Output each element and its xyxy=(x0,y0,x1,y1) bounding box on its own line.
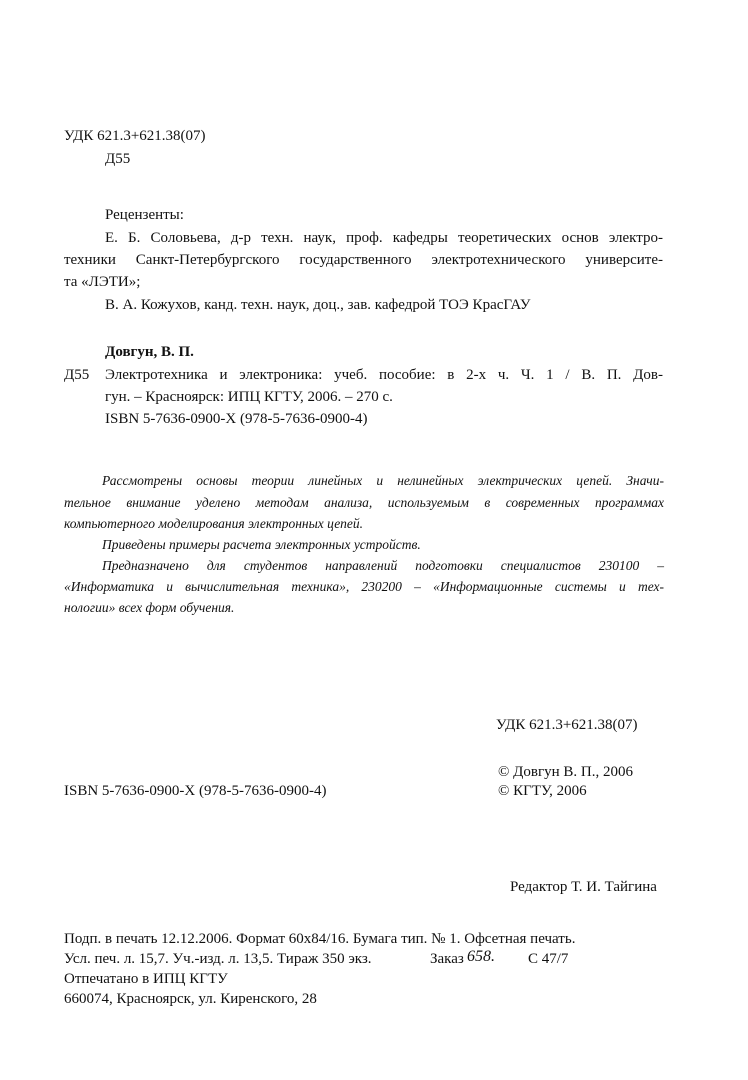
editor-line: Редактор Т. И. Тайгина xyxy=(510,879,657,895)
biblio-title-line-2: гун. – Красноярск: ИПЦ КГТУ, 2006. – 270 с. xyxy=(105,389,393,405)
order-label: Заказ xyxy=(430,951,464,967)
udk-code: УДК 621.3+621.38(07) xyxy=(64,128,206,144)
reviewer-1-line-1: Е. Б. Соловьева, д-р техн. наук, проф. кафедры теоретических основ электро- xyxy=(105,230,663,246)
imprint-line-4: 660074, Красноярск, ул. Киренского, 28 xyxy=(64,991,317,1007)
reviewer-2: В. А. Кожухов, канд. техн. наук, доц., зав. кафедрой ТОЭ КрасГАУ xyxy=(105,297,531,313)
footer-isbn: ISBN 5-7636-0900-X (978-5-7636-0900-4) xyxy=(64,783,327,799)
author-name: Довгун, В. П. xyxy=(105,344,194,360)
abstract-line-2: тельное внимание уделено методам анализа, используемым в современных программах xyxy=(64,495,664,510)
biblio-code: Д55 xyxy=(64,367,90,383)
biblio-title-line-1: Электротехника и электроника: учеб. пособие: в 2-х ч. Ч. 1 / В. П. Дов- xyxy=(105,367,663,383)
copyright-author: © Довгун В. П., 2006 xyxy=(498,764,633,780)
imprint-line-3: Отпечатано в ИПЦ КГТУ xyxy=(64,971,228,987)
abstract-line-1: Рассмотрены основы теории линейных и нелинейных электрических цепей. Значи- xyxy=(102,473,664,488)
abstract-line-5: Предназначено для студентов направлений подготовки специалистов 230100 – xyxy=(102,558,664,573)
imprint-line-2: Усл. печ. л. 15,7. Уч.-изд. л. 13,5. Тираж 350 экз. xyxy=(64,951,372,967)
abstract-line-4: Приведены примеры расчета электронных устройств. xyxy=(102,537,421,552)
abstract-line-7: нологии» всех форм обучения. xyxy=(64,600,235,615)
imprint-line-1: Подп. в печать 12.12.2006. Формат 60x84/16. Бумага тип. № 1. Офсетная печать. xyxy=(64,931,576,947)
reviewers-title: Рецензенты: xyxy=(105,207,184,223)
reviewer-1-line-2: техники Санкт-Петербургского государственного электротехнического университе- xyxy=(64,252,663,268)
footer-udk: УДК 621.3+621.38(07) xyxy=(496,717,638,733)
abstract-line-3: компьютерного моделирования электронных цепей. xyxy=(64,516,364,531)
reviewer-1-line-3: та «ЛЭТИ»; xyxy=(64,274,141,290)
abstract-line-6: «Информатика и вычислительная техника», 230200 – «Информационные системы и тех- xyxy=(64,579,664,594)
biblio-isbn: ISBN 5-7636-0900-X (978-5-7636-0900-4) xyxy=(105,411,368,427)
order-code: С 47/7 xyxy=(528,951,569,967)
order-number-handwritten: 658. xyxy=(467,948,495,965)
copyright-publisher: © КГТУ, 2006 xyxy=(498,783,587,799)
bbk-code: Д55 xyxy=(105,151,131,167)
